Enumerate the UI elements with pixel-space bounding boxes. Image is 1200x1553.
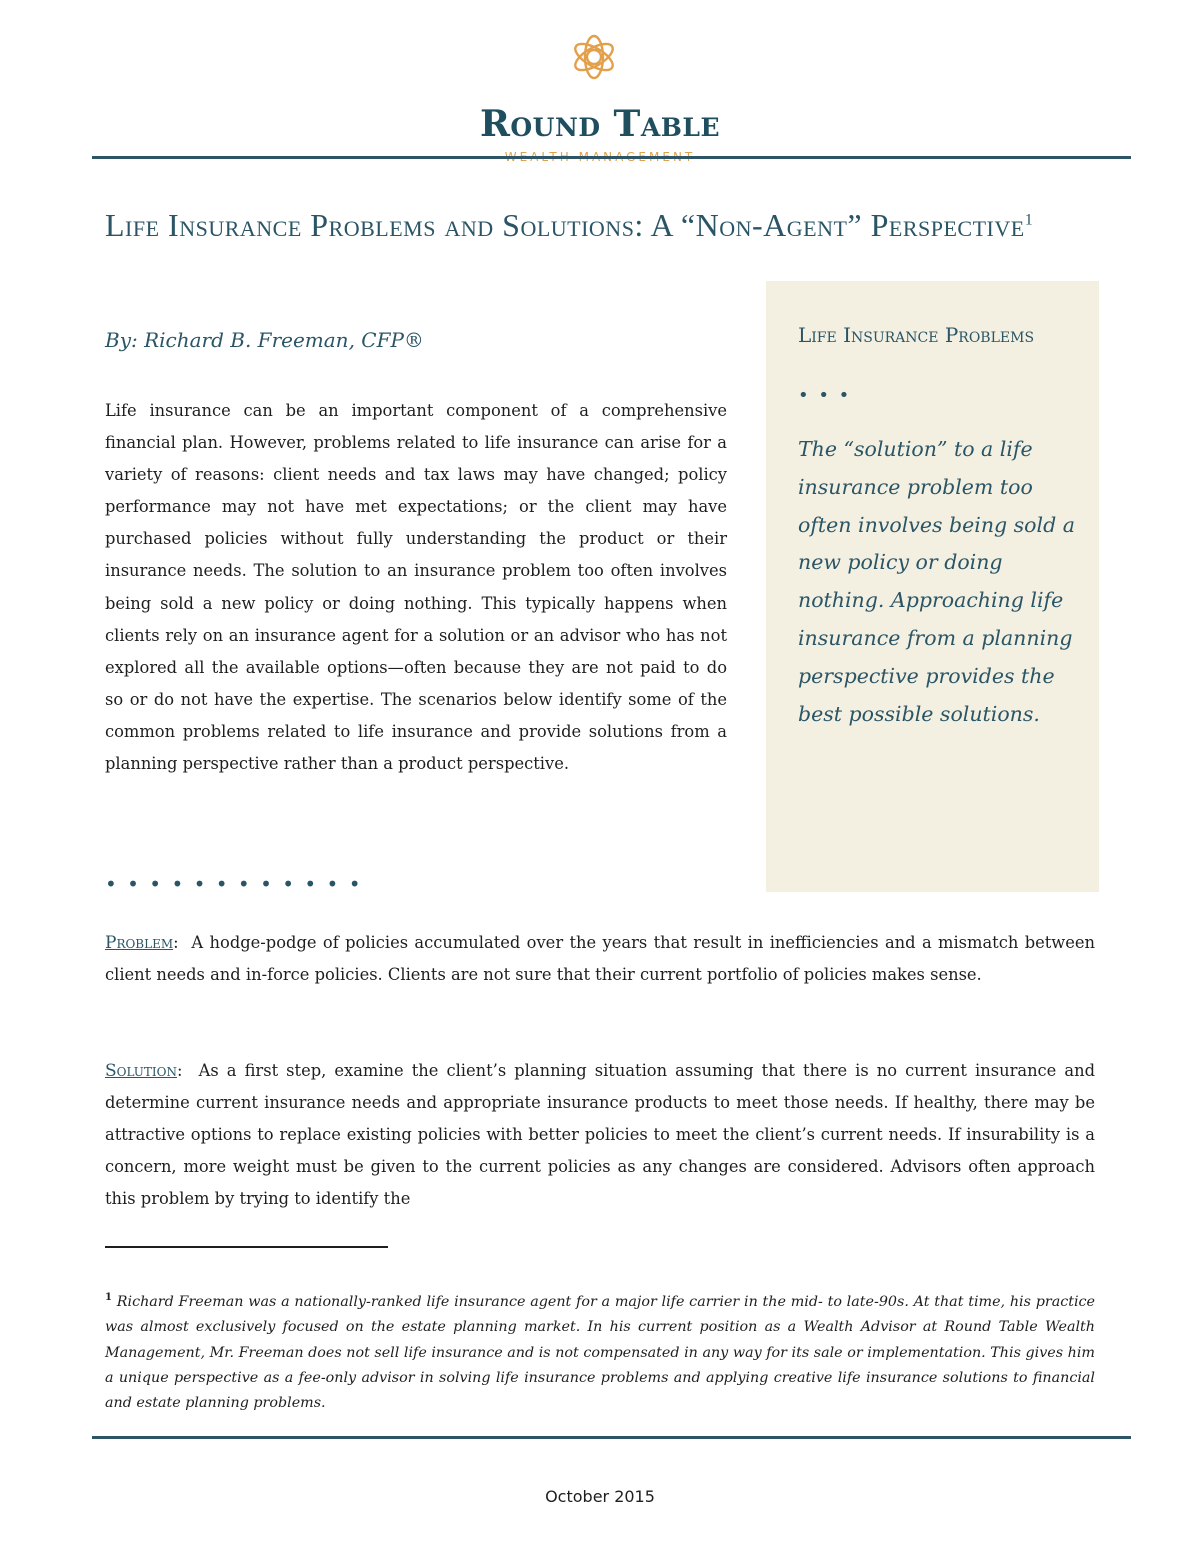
sidebar-heading: Life Insurance Problems xyxy=(798,323,1035,347)
footer-date: October 2015 xyxy=(545,1487,655,1506)
document-title xyxy=(105,194,1115,256)
footnote-mark: 1 xyxy=(105,1292,112,1303)
sidebar-callout xyxy=(766,281,1099,892)
footnote xyxy=(105,1285,1095,1417)
title-footnote-mark: 1 xyxy=(1024,211,1034,229)
problem-paragraph: Problem: A hodge-podge of policies accumulated over the years that result in inefficiencies and a mismatch between client needs and in-force policies. Clients are not sure that their current portfolio of policies makes sense. xyxy=(105,933,1095,985)
footer-divider xyxy=(92,1436,1131,1439)
solution-text: As a first step, examine the client’s planning situation assuming that there is no current insurance and determine current insurance needs and appropriate insurance products to meet those needs. If healthy, there may be attractive options to replace existing policies with better policies to meet the client’s current needs. If insurability is a concern, more weight must be given to the current policies as any changes are considered. Advisors often approach this problem by trying to identify the xyxy=(105,1061,1095,1209)
byline: By: Richard B. Freeman, CFP® xyxy=(105,328,424,352)
solution-label: Solution xyxy=(105,1061,177,1081)
sidebar-dots: • • • xyxy=(798,385,852,406)
separator-dots: • • • • • • • • • • • • xyxy=(105,872,363,896)
solution-paragraph: Solution: As a first step, examine the client’s planning situation assuming that there is no current insurance and determine current insurance needs and appropriate insurance products to meet those needs. If healthy, there may be attractive options to replace existing policies with better policies to meet the client’s current needs. If insurability is a concern, more weight must be given to the current policies as any changes are considered. Advisors often approach this problem by trying to identify the xyxy=(105,1061,1095,1209)
logo xyxy=(0,22,1200,152)
title-text: Life Insurance Problems and Solutions: A “Non-Agent” Perspective xyxy=(105,207,1025,243)
footnote-divider xyxy=(105,1246,388,1248)
header-divider xyxy=(92,156,1131,159)
round-table-emblem-icon xyxy=(571,28,617,86)
logo-name: Round Table xyxy=(479,103,720,145)
problem-label: Problem xyxy=(105,933,174,953)
sidebar-quote: The “solution” to a life insurance problem too often involves being sold a new policy or doing nothing. Approaching life insurance from a planning perspective provides the best possible solutions. xyxy=(798,437,1075,726)
footnote-text: Richard Freeman was a nationally-ranked life insurance agent for a major life carrier in the mid- to late-90s. At that time, his practice was almost exclusively focused on the estate planning market. In his current position as a Wealth Advisor at Round Table Wealth Management, Mr. Freeman does not sell life insurance and is not compensated in any way for its sale or implementation. This gives him a unique perspective as a fee-only advisor in solving life insurance problems and applying creative life insurance solutions to financial and estate planning problems. xyxy=(105,1293,1096,1412)
problem-text: A hodge-podge of policies accumulated over the years that result in inefficiencies and a mismatch between client needs and in-force policies. Clients are not sure that their current portfolio of policies makes sense. xyxy=(105,933,1095,985)
intro-paragraph: Life insurance can be an important component of a comprehensive financial plan. However, problems related to life insurance can arise for a variety of reasons: client needs and tax laws may have changed; policy performance may not have met expectations; or the client may have purchased policies without fully understanding the product or their insurance needs. The solution to an insurance problem too often involves being sold a new policy or doing nothing. This typically happens when clients rely on an insurance agent for a solution or an advisor who has not explored all the available options—often because they are not paid to do so or do not have the expertise. The scenarios below identify some of the common problems related to life insurance and provide solutions from a planning perspective rather than a product perspective. xyxy=(105,401,727,774)
